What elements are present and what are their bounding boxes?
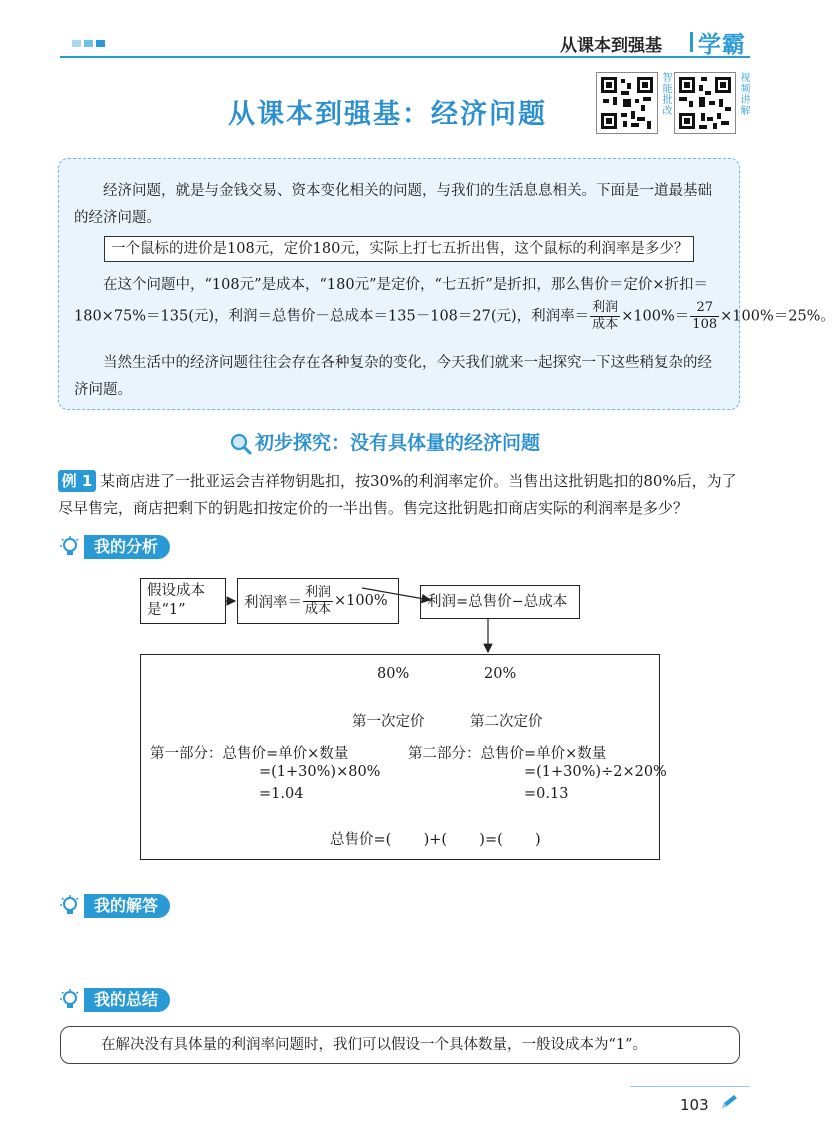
- intro-paragraph-1: 经济问题，就是与金钱交易、资本变化相关的问题，与我们的生活息息相关。下面是一道最基础的经济问题。: [74, 183, 712, 226]
- intro-calc-part-a: 180×75%＝135(元)，利润＝总售价－总成本＝135－108＝27(元)，利润率＝: [74, 308, 590, 325]
- assume-line-1: 假设成本: [147, 583, 205, 599]
- page-title: 从课本到强基：经济问题: [228, 99, 547, 130]
- profit-rate-suffix: ×100%: [334, 593, 388, 609]
- brand-logo: 学霸: [698, 32, 746, 58]
- summary-heading: 我的总结: [84, 988, 170, 1012]
- segment-2-label: 第二次定价: [470, 714, 543, 730]
- part-1-line-2: =(1+30%)×80%: [259, 764, 381, 780]
- part-2-line-3: =0.13: [524, 786, 569, 802]
- profit-rate-prefix: 利润率＝: [244, 594, 302, 611]
- pencil-icon: [720, 1094, 740, 1110]
- qr-caption-video: 视频讲解: [738, 72, 749, 116]
- summary-box: 在解决没有具体量的利润率问题时，我们可以假设一个具体数量，一般设成本为“1”。: [60, 1026, 740, 1064]
- section-title: 初步探究：没有具体量的经济问题: [255, 432, 541, 454]
- intro-problem: 一个鼠标的进价是108元，定价180元，实际上打七五折出售，这个鼠标的利润率是多少？: [104, 236, 694, 262]
- answer-heading: 我的解答: [84, 894, 170, 918]
- fraction-numerator: 利润: [305, 584, 332, 600]
- fraction-denominator: 108: [692, 317, 718, 332]
- example-text: 某商店进了一批亚运会吉祥物钥匙扣，按30%的利润率定价。当售出这批钥匙扣的80%后，为了尽早售完，商店把剩下的钥匙扣按定价的一半出售。售完这批钥匙扣商店实际的利润率是多少？: [58, 472, 737, 517]
- part-2-line-2: =(1+30%)÷2×20%: [524, 764, 667, 780]
- intro-paragraph-3: 在这个问题中，“108元”是成本，“180元”是定价，“七五折”是折扣，那么售价＝定价×折扣＝: [103, 277, 708, 293]
- series-title: 从课本到强基: [560, 36, 662, 56]
- profit-formula-box: 利润=总售价−总成本: [420, 585, 580, 619]
- intro-paragraph-5: 当然生活中的经济问题往往会存在各种复杂的变化，今天我们就来一起探究一下这些稍复杂的经济问题。: [74, 355, 712, 398]
- page-number: 103: [680, 1096, 709, 1114]
- intro-calc-part-c: ×100%＝25%。: [720, 308, 835, 325]
- fraction-denominator: 成本: [305, 601, 332, 617]
- segment-1-percent: 80%: [377, 666, 410, 682]
- segment-1-label: 第一次定价: [352, 714, 425, 730]
- part-1-line-1: 第一部分：总售价=单价×数量: [150, 746, 349, 762]
- fraction-numerator: 利润: [592, 300, 619, 315]
- assume-line-2: 是“1”: [147, 602, 186, 618]
- segment-2-percent: 20%: [484, 666, 517, 682]
- part-1-line-3: =1.04: [259, 786, 304, 802]
- lightbulb-icon: [60, 988, 80, 1012]
- total-price-blank[interactable]: 总售价=( )+( )=( ): [330, 832, 541, 848]
- example-tag: 例 1: [58, 470, 96, 492]
- footer-rule: [630, 1086, 750, 1087]
- arrow-b-to-c: [362, 588, 430, 600]
- fraction-numerator: 27: [690, 300, 719, 317]
- lightbulb-icon: [60, 894, 80, 918]
- qr-caption-grading: 智能批改: [660, 72, 671, 116]
- fraction-denominator: 成本: [592, 317, 619, 332]
- analysis-heading: 我的分析: [84, 535, 170, 559]
- part-2-line-1: 第二部分：总售价=单价×数量: [408, 746, 607, 762]
- intro-calc-part-b: ×100%＝: [621, 308, 690, 325]
